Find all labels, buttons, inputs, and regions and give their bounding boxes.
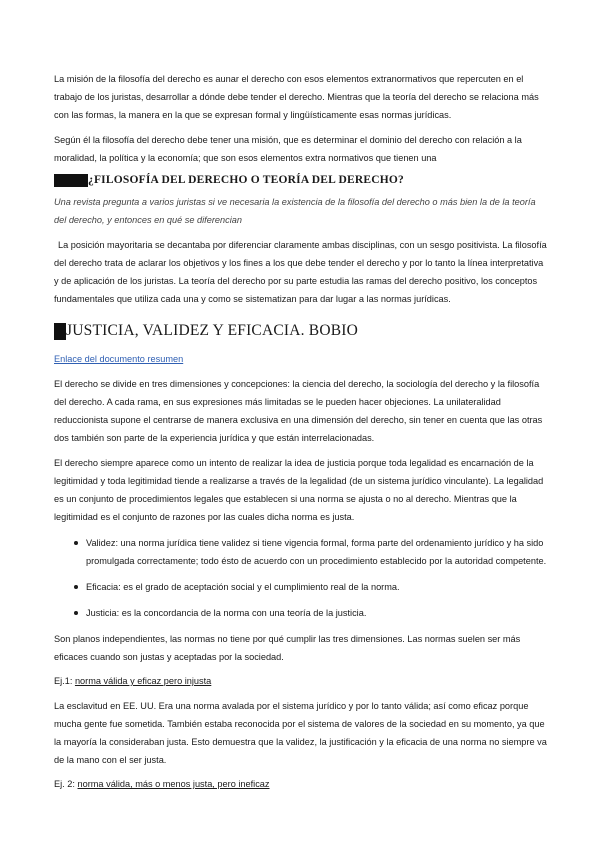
section2-paragraph-4: La esclavitud en EE. UU. Era una norma avalada por el sistema jurídico y por lo tanto válida; así como eficaz porque mucha gente fue sometida. También estaba reconocida por el sistema de valores de la sociedad en su momento, ya que la mayoría la consideraban justa. Esto demuestra que la validez, la justificación y la eficacia de una norma no siempre va de la mano con el ser justa.: [54, 701, 547, 765]
list-item: [54, 534, 547, 570]
section-heading-justicia: [54, 318, 547, 344]
bullet-icon: [74, 611, 78, 615]
list-item-text: Justicia: es la concordancia de la norma con una teoría de la justicia.: [86, 608, 367, 618]
list-item-text: Eficacia: es el grado de aceptación social y el cumplimiento real de la norma.: [86, 582, 400, 592]
example-prefix: Ej.1:: [54, 676, 75, 686]
section2-paragraph-1: El derecho se divide en tres dimensiones y concepciones: la ciencia del derecho, la sociología del derecho y la filosofía del derecho. A cada rama, en sus expresiones más limitadas se le pueden hacer objeciones. La unilateralidad reduccionista supone el centrarse de manera exclusiva en una dimensión del derecho, sin tener en cuenta que las otras dos también son parte de la experiencia jurídica y que están interrelacionadas.: [54, 379, 543, 443]
section1-paragraph: La posición mayoritaria se decantaba por diferenciar claramente ambas disciplinas, con un sesgo positivista. La filosofía del derecho trata de aclarar los objetivos y los fines a los que debe tender el derecho y por lo tanto la línea interpretativa y de aplicación de los juristas. La teoría del derecho por su parte estudia las ramas del derecho positivo, los conceptos fundamentales que utiliza cada una y como se sistematizan para dar lugar a las normas jurídicas.: [54, 240, 547, 304]
section-heading-text: ¿FILOSOFÍA DEL DERECHO O TEORÍA DEL DERECHO?: [88, 174, 404, 186]
bullet-icon: [74, 541, 78, 545]
section2-paragraph-2: El derecho siempre aparece como un intento de realizar la idea de justicia porque toda legalidad es encarnación de la legitimidad y toda legitimidad tiende a realizarse a través de la legalidad (de un sistema jurídico vinculante). La legalidad es un conjunto de procedimientos legales que establecen si una norma se ajusta o no al derecho. Mientras que la legitimidad es el conjunto de razones por las cuales dicha norma es justa.: [54, 458, 544, 522]
redaction-block: [54, 174, 88, 187]
bullet-icon: [74, 585, 78, 589]
intro-paragraph-2: Según él la filosofía del derecho debe tener una misión, que es determinar el dominio del derecho con relación a la moralidad, la política y la economía; que son esos elementos extra normativos que tienen una: [54, 135, 522, 163]
section-heading-filosofia: [54, 171, 547, 189]
list-item-text: Validez: una norma jurídica tiene validez si tiene vigencia formal, forma parte del ordenamiento jurídico y ha sido promulgada correctamente; todo ésto de acuerdo con un procedimiento establecido por la autoridad competente.: [86, 538, 547, 566]
section-subtitle: Una revista pregunta a varios juristas si ve necesaria la existencia de la filosofía del derecho o más bien la de la teoría del derecho, y entonces en qué se diferencian: [54, 197, 536, 225]
example-1-heading: [54, 672, 547, 690]
example-prefix: Ej. 2:: [54, 779, 78, 789]
section-heading-text: JUSTICIA, VALIDEZ Y EFICACIA. BOBIO: [66, 322, 359, 339]
example-2-heading: [54, 775, 547, 793]
example-title: norma válida, más o menos justa, pero ineficaz: [77, 779, 270, 789]
redaction-block: [54, 323, 66, 340]
intro-paragraph-1: La misión de la filosofía del derecho es aunar el derecho con esos elementos extranormativos que repercuten en el trabajo de los juristas, desarrollar a dónde debe tender el derecho. Mientras que la teoría del derecho se relaciona más con las formas, la manera en la que se expresan formal y lingüísticamente esas normas jurídicas.: [54, 74, 539, 120]
summary-document-link[interactable]: Enlace del documento resumen: [54, 354, 184, 364]
list-item: [54, 604, 547, 622]
dimensions-list: [54, 534, 547, 622]
section2-paragraph-3: Son planos independientes, las normas no tiene por qué cumplir las tres dimensiones. Las normas suelen ser más eficaces cuando son justas y aceptadas por la sociedad.: [54, 634, 521, 662]
list-item: [54, 578, 547, 596]
example-title: norma válida y eficaz pero injusta: [74, 676, 212, 686]
document-page: [54, 70, 547, 793]
